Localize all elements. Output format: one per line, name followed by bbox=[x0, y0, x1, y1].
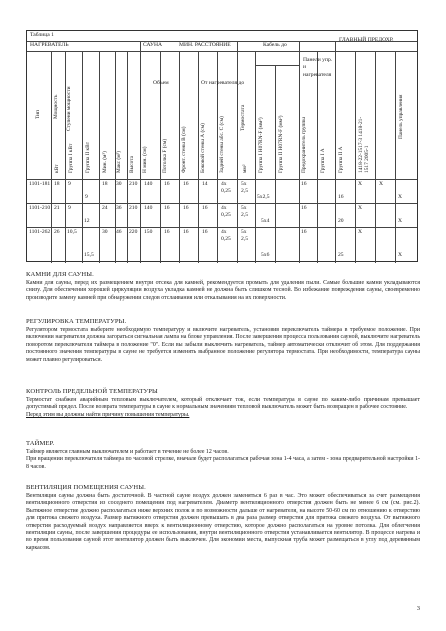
paragraph: Камни для сауны, перед их размещением внутри отсека для камней, рекомендуется промыть для удаления пыли. Самые большие камни укладываются снизу. Для обеспечения хорошей циркуляции воздуха укладка камней не должна быть слишком тесной. Во избежание повреждения сауны, своевременно производите замену камней при обнаружении следов отслаивания или откалывания на их поверхности. bbox=[26, 280, 420, 301]
header-min-distance: МИН. РАССТОЯНИЕ bbox=[179, 42, 231, 48]
table-row-type: 1101-262 bbox=[29, 229, 51, 235]
table-row-min: 18 bbox=[102, 181, 108, 187]
table-row-type: 1101-210 bbox=[29, 205, 51, 211]
header-group1-kw: Группа I кВт bbox=[68, 143, 74, 173]
paragraph: Таймер является главным выключателем и работает в течение не более 12 часов. bbox=[26, 449, 229, 455]
table-row-c2: 5x6 bbox=[261, 252, 270, 258]
section-body-temperature bbox=[26, 327, 420, 364]
table-row-max: 46 bbox=[116, 229, 122, 235]
table-row-group2: 9 bbox=[85, 194, 88, 200]
table-row-b: 16 bbox=[164, 181, 170, 187]
table-row-b: 16 bbox=[164, 205, 170, 211]
header-fuse-g2: Группа II А bbox=[338, 146, 344, 173]
header-from-heater: От нагревателя до bbox=[201, 80, 245, 86]
table-row-c: 16 bbox=[202, 205, 208, 211]
table-row-mm2b: 0,25 bbox=[221, 212, 231, 218]
table-row-fuse2: 16 bbox=[338, 194, 344, 200]
table-row-c: 14 bbox=[202, 181, 208, 187]
table-row-h: 210 bbox=[129, 181, 138, 187]
table-row-c: 16 bbox=[202, 229, 208, 235]
header-back-wall: Задней стены абс. С (см) bbox=[219, 116, 225, 173]
header-steps: Ступени мощности bbox=[66, 86, 72, 131]
table-row-mm2a: 4x bbox=[221, 181, 227, 187]
header-front-wall: Фронт. стены В (см) bbox=[181, 126, 187, 173]
table-row-fuse1: 16 bbox=[301, 181, 307, 187]
header-sauna: САУНА bbox=[143, 42, 163, 48]
table-row-xa: X bbox=[358, 229, 363, 235]
header-group2-kw: Группа II кВт bbox=[85, 141, 91, 173]
header-h-min: Н мин. (см) bbox=[142, 146, 148, 173]
table-row-max: 30 bbox=[116, 181, 122, 187]
warning-note: Перед этим вы должны найти причину повышения температуры. bbox=[26, 411, 190, 418]
header-ceiling: Потолка F (см) bbox=[162, 138, 168, 173]
table-row-c1b: 2,5 bbox=[241, 236, 248, 242]
section-heading-timer: ТАЙМЕР. bbox=[26, 440, 55, 447]
header-g2-cable: Группа II H07RN-F (мм²) bbox=[278, 115, 284, 173]
table-row-min: 24 bbox=[102, 205, 108, 211]
table-row-h: 220 bbox=[129, 229, 138, 235]
paragraph: Вентиляция сауны должна быть достаточной. В частной сауне воздух должен заменяться 6 раз в час. Это может обеспечиваться за счет размещения вентиляционного отверстия из соседнего помещения под нагревателем. Диаметр вентиляционного отверстия должен быть не менее 6 см (см. рис.2). Вытяжное отверстие должно располагаться ниже верхних полок и по возможности дальше от нагревателя, на высоте 50-60 см по отношению к отверстию для притока свежего воздуха. Размер вытяжного отверстия должен превышать в два раза размер отверстия для притока свежего воздуха. От вытяжного отверстия расходуемый воздух направляется вверх к вентиляционному отверстию, которое должно располагаться на уровне потолка. Для облегчения вентиляции сауны, после завершения процедуры ее использования, внутри вентиляционного отверстия устанавливается вентилятор. В процессе нагрева и во время пользования сауной этот вентилятор должен быть выключен. Для экономии места, выпускная труба может размещаться в углу под деревянным каркасом. bbox=[26, 493, 420, 551]
table-row-power: 18 bbox=[54, 181, 60, 187]
header-g1-cable: Группа I H07RN-F (мм²) bbox=[258, 117, 264, 173]
header-cable-to: Кабель до bbox=[263, 42, 287, 48]
header-side-wall: Боковой стены А (см) bbox=[200, 123, 206, 173]
specifications-table bbox=[26, 30, 418, 262]
section-body-limit bbox=[26, 397, 420, 419]
table-title: Таблица 1 bbox=[30, 32, 54, 38]
table-row-a: 16 bbox=[183, 205, 189, 211]
section-body-timer bbox=[26, 449, 420, 471]
table-row-mm2b: 0,25 bbox=[221, 188, 231, 194]
header-max-m3: Макс (м³) bbox=[116, 150, 122, 173]
table-row-c1a: 5x bbox=[241, 205, 247, 211]
table-row-c1b: 2,5 bbox=[241, 188, 248, 194]
table-row-c1a: 5x bbox=[241, 229, 247, 235]
table-row-xa: X bbox=[358, 205, 363, 211]
header-heater: НАГРЕВАТЕЛЬ bbox=[30, 42, 69, 48]
table-row-group2: 15,5 bbox=[84, 252, 94, 258]
header-thermostat: Термостата bbox=[240, 104, 246, 131]
table-row-fuse2: 20 bbox=[338, 218, 344, 224]
header-kw: кВт bbox=[54, 164, 60, 173]
table-row-a: 16 bbox=[183, 229, 189, 235]
table-row-steps: 10,5 bbox=[67, 229, 77, 235]
table-row-fuse1: 16 bbox=[301, 229, 307, 235]
header-panel-models: 1418-22-1517-3 1418-21-1517 2005-1 bbox=[358, 116, 370, 173]
table-row-mm2a: 4x bbox=[221, 205, 227, 211]
section-body-ventilation bbox=[26, 493, 420, 552]
section-heading-ventilation: ВЕНТИЛЯЦИЯ ПОМЕЩЕНИЯ САУНЫ. bbox=[26, 484, 146, 491]
table-row-a: 16 bbox=[183, 181, 189, 187]
table-row-mm2a: 4x bbox=[221, 229, 227, 235]
table-row-type: 1101-181 bbox=[29, 181, 51, 187]
header-fuse-g1: Группа I А bbox=[320, 148, 326, 173]
paragraph: При вращении переключателя таймера по часовой стрелке, вначале будет располагаться рабочая зона 1-4 часа, а затем - зона предварительной настройки 1-8 часов. bbox=[26, 456, 420, 470]
table-row-group2: 12 bbox=[84, 218, 90, 224]
table-row-xc: X bbox=[398, 218, 403, 224]
table-row-xc: X bbox=[398, 194, 403, 200]
section-heading-stones: КАМНИ ДЛЯ САУНЫ. bbox=[26, 271, 94, 278]
header-type: Тип bbox=[35, 110, 41, 119]
table-row-c1b: 2,5 bbox=[241, 212, 248, 218]
table-row-fuse1: 16 bbox=[301, 205, 307, 211]
table-row-c2: 5x2,5 bbox=[257, 194, 270, 200]
table-row-f: 140 bbox=[144, 205, 153, 211]
section-body-stones bbox=[26, 280, 420, 302]
header-volume: Объем bbox=[153, 80, 169, 86]
header-fuse-groups: Предохранитель группы bbox=[301, 117, 307, 173]
table-row-f: 150 bbox=[144, 229, 153, 235]
table-row-steps: 9 bbox=[68, 181, 71, 187]
paragraph: Термостат снабжен аварийным тепловым выключателем, который отключает ток, если температура в сауне по каким-либо причинам превышает допустимый предел. После возврата температуры в сауне к нормальным значениям тепловой выключатель может быть возвращен в рабочее состояние. bbox=[26, 397, 420, 411]
table-row-power: 21 bbox=[54, 205, 60, 211]
paragraph: Регулятором термостата выберите необходимую температуру и включите нагреватель, установив переключатель таймера в требуемое положение. При включении нагревателя должна загораться сигнальная лампа на блоке управления. После завершения процесса пользования сауной, выключите нагреватель поворотом переключателя таймера в положение "0". Если вы забыли выключить нагреватель, таймер автоматически отключит об этом. Для поддержания постоянного значения температуры в сауне не требуется изменять выбранное положение регулятора термостата. При необходимости, температура сауны может плавно регулироваться. bbox=[26, 327, 420, 363]
header-min-m3: Мин. (м³) bbox=[102, 151, 108, 173]
table-row-xc: X bbox=[398, 252, 403, 258]
header-control-panel: Панели упр. и нагревателя bbox=[303, 57, 333, 78]
header-height-label: Высота bbox=[129, 155, 135, 173]
section-heading-limit: КОНТРОЛЬ ПРЕДЕЛЬНОЙ ТЕМПЕРАТУРЫ bbox=[26, 388, 158, 395]
table-row-f: 140 bbox=[144, 181, 153, 187]
table-row-power: 26 bbox=[54, 229, 60, 235]
table-row-c2: 5x4 bbox=[261, 218, 270, 224]
table-row-b: 16 bbox=[164, 229, 170, 235]
page-number: 3 bbox=[416, 605, 420, 612]
header-main-fuse: ГЛАВНЫЙ ПРЕДОХР. bbox=[339, 37, 394, 43]
table-row-steps: 9 bbox=[68, 205, 71, 211]
table-row-max: 36 bbox=[116, 205, 122, 211]
table-row-c1a: 5x bbox=[241, 181, 247, 187]
header-mm2: мм² bbox=[242, 164, 248, 173]
table-row-xb: X bbox=[379, 181, 384, 187]
header-power: Мощность bbox=[53, 94, 59, 119]
table-row-fuse2: 25 bbox=[338, 252, 344, 258]
table-row-h: 210 bbox=[129, 205, 138, 211]
table-row-min: 30 bbox=[102, 229, 108, 235]
table-row-xa: X bbox=[358, 181, 363, 187]
header-panel-right: Панель управления bbox=[398, 94, 404, 139]
section-heading-temperature: РЕГУЛИРОВКА ТЕМПЕРАТУРЫ. bbox=[26, 318, 127, 325]
table-row-mm2b: 0,25 bbox=[221, 236, 231, 242]
